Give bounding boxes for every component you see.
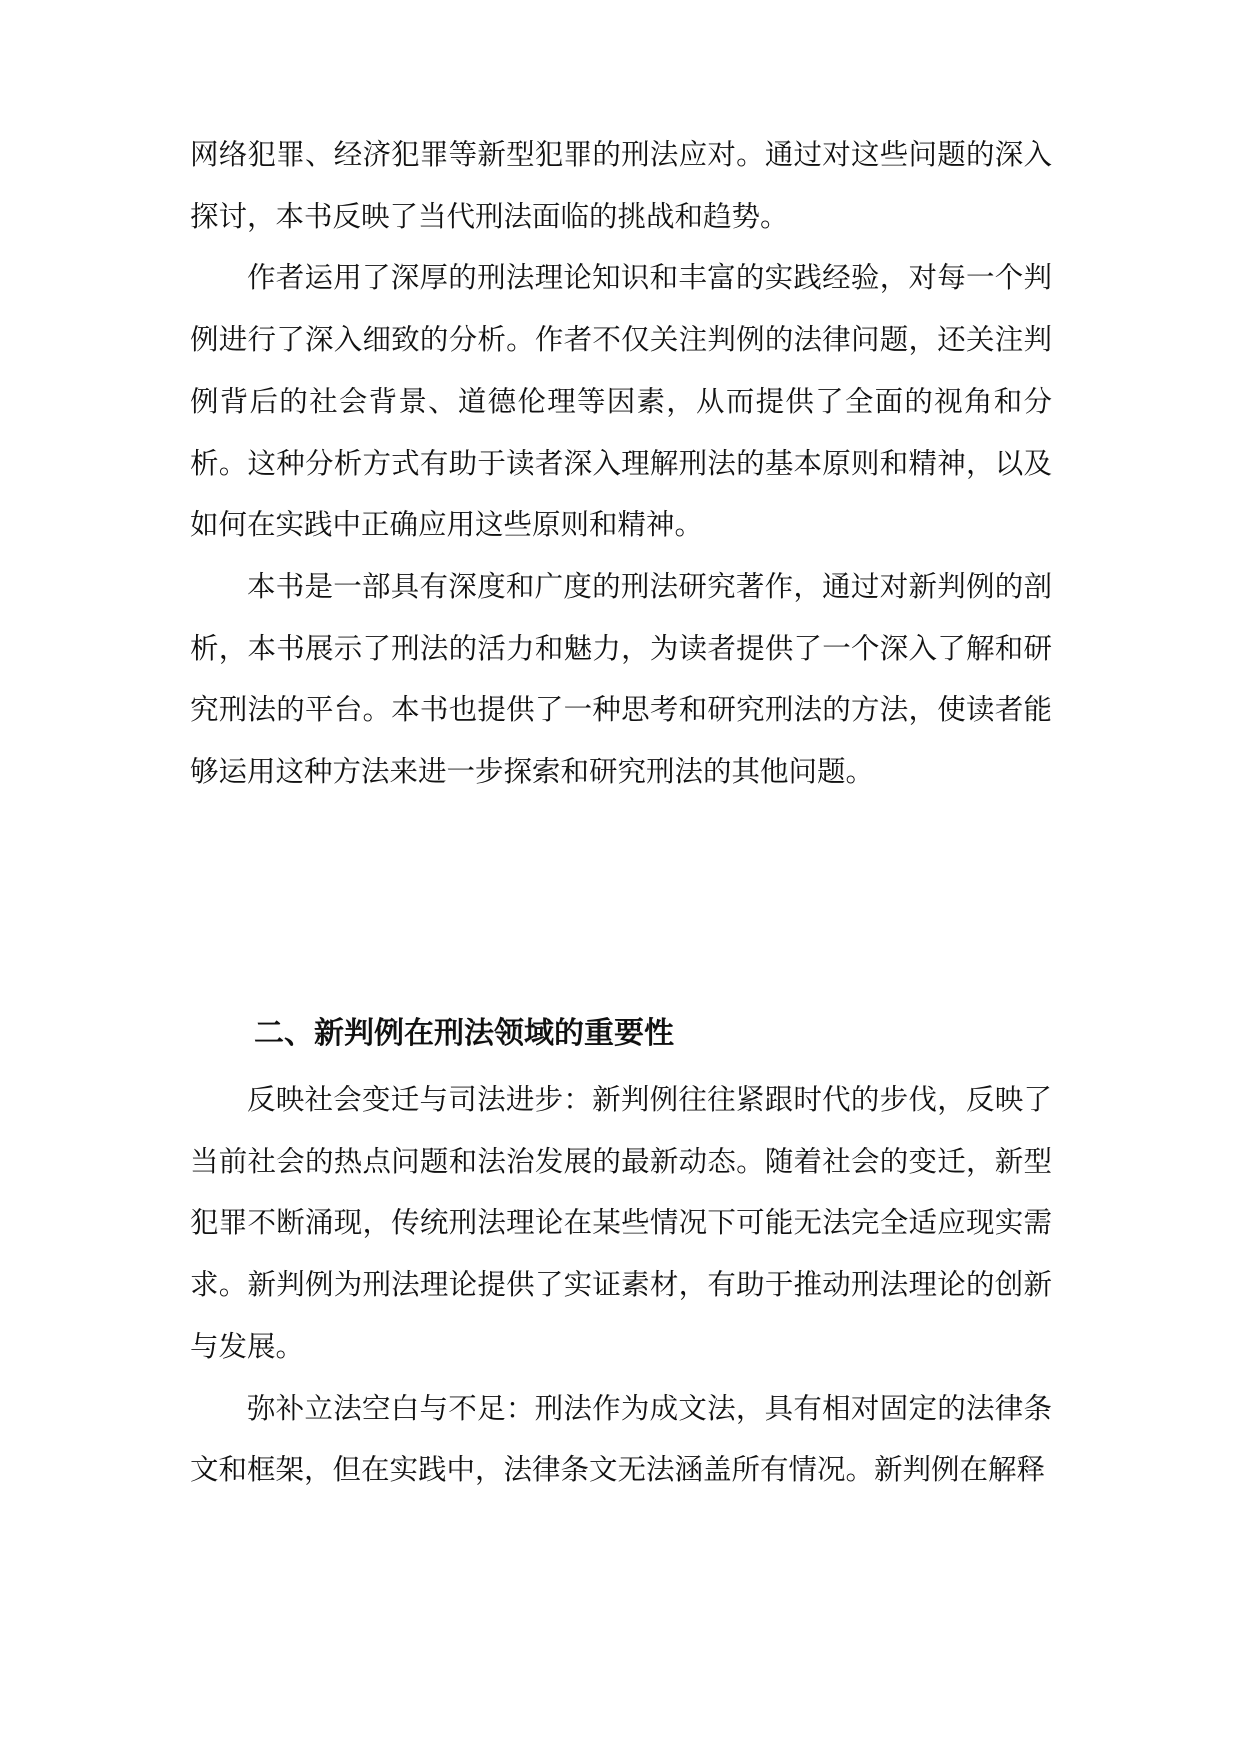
paragraph-legislative-gaps: 弥补立法空白与不足：刑法作为成文法，具有相对固定的法律条文和框架，但在实践中，法律条文无法涵盖所有情况。新判例在解释 [190,1391,1052,1487]
body-text-lower [190,1069,1052,1501]
body-text-upper [190,124,1052,803]
paragraph-book-summary: 本书是一部具有深度和广度的刑法研究著作，通过对新判例的剖析，本书展示了刑法的活力和魅力，为读者提供了一个深入了解和研究刑法的平台。本书也提供了一种思考和研究刑法的方法，使读者能够运用这种方法来进一步探索和研究刑法的其他问题。 [190,569,1052,789]
paragraph-social-change: 反映社会变迁与司法进步：新判例往往紧跟时代的步伐，反映了当前社会的热点问题和法治发展的最新动态。随着社会的变迁，新型犯罪不断涌现，传统刑法理论在某些情况下可能无法完全适应现实需求。新判例为刑法理论提供了实证素材，有助于推动刑法理论的创新与发展。 [190,1083,1052,1363]
paragraph-continuation: 网络犯罪、经济犯罪等新型犯罪的刑法应对。通过对这些问题的深入探讨，本书反映了当代刑法面临的挑战和趋势。 [190,138,1052,233]
paragraph-author-analysis: 作者运用了深厚的刑法理论知识和丰富的实践经验，对每一个判例进行了深入细致的分析。作者不仅关注判例的法律问题，还关注判例背后的社会背景、道德伦理等因素，从而提供了全面的视角和分析。这种分析方式有助于读者深入理解刑法的基本原则和精神，以及如何在实践中正确应用这些原则和精神。 [190,261,1052,542]
section-heading: 二、新判例在刑法领域的重要性 [254,1016,674,1051]
